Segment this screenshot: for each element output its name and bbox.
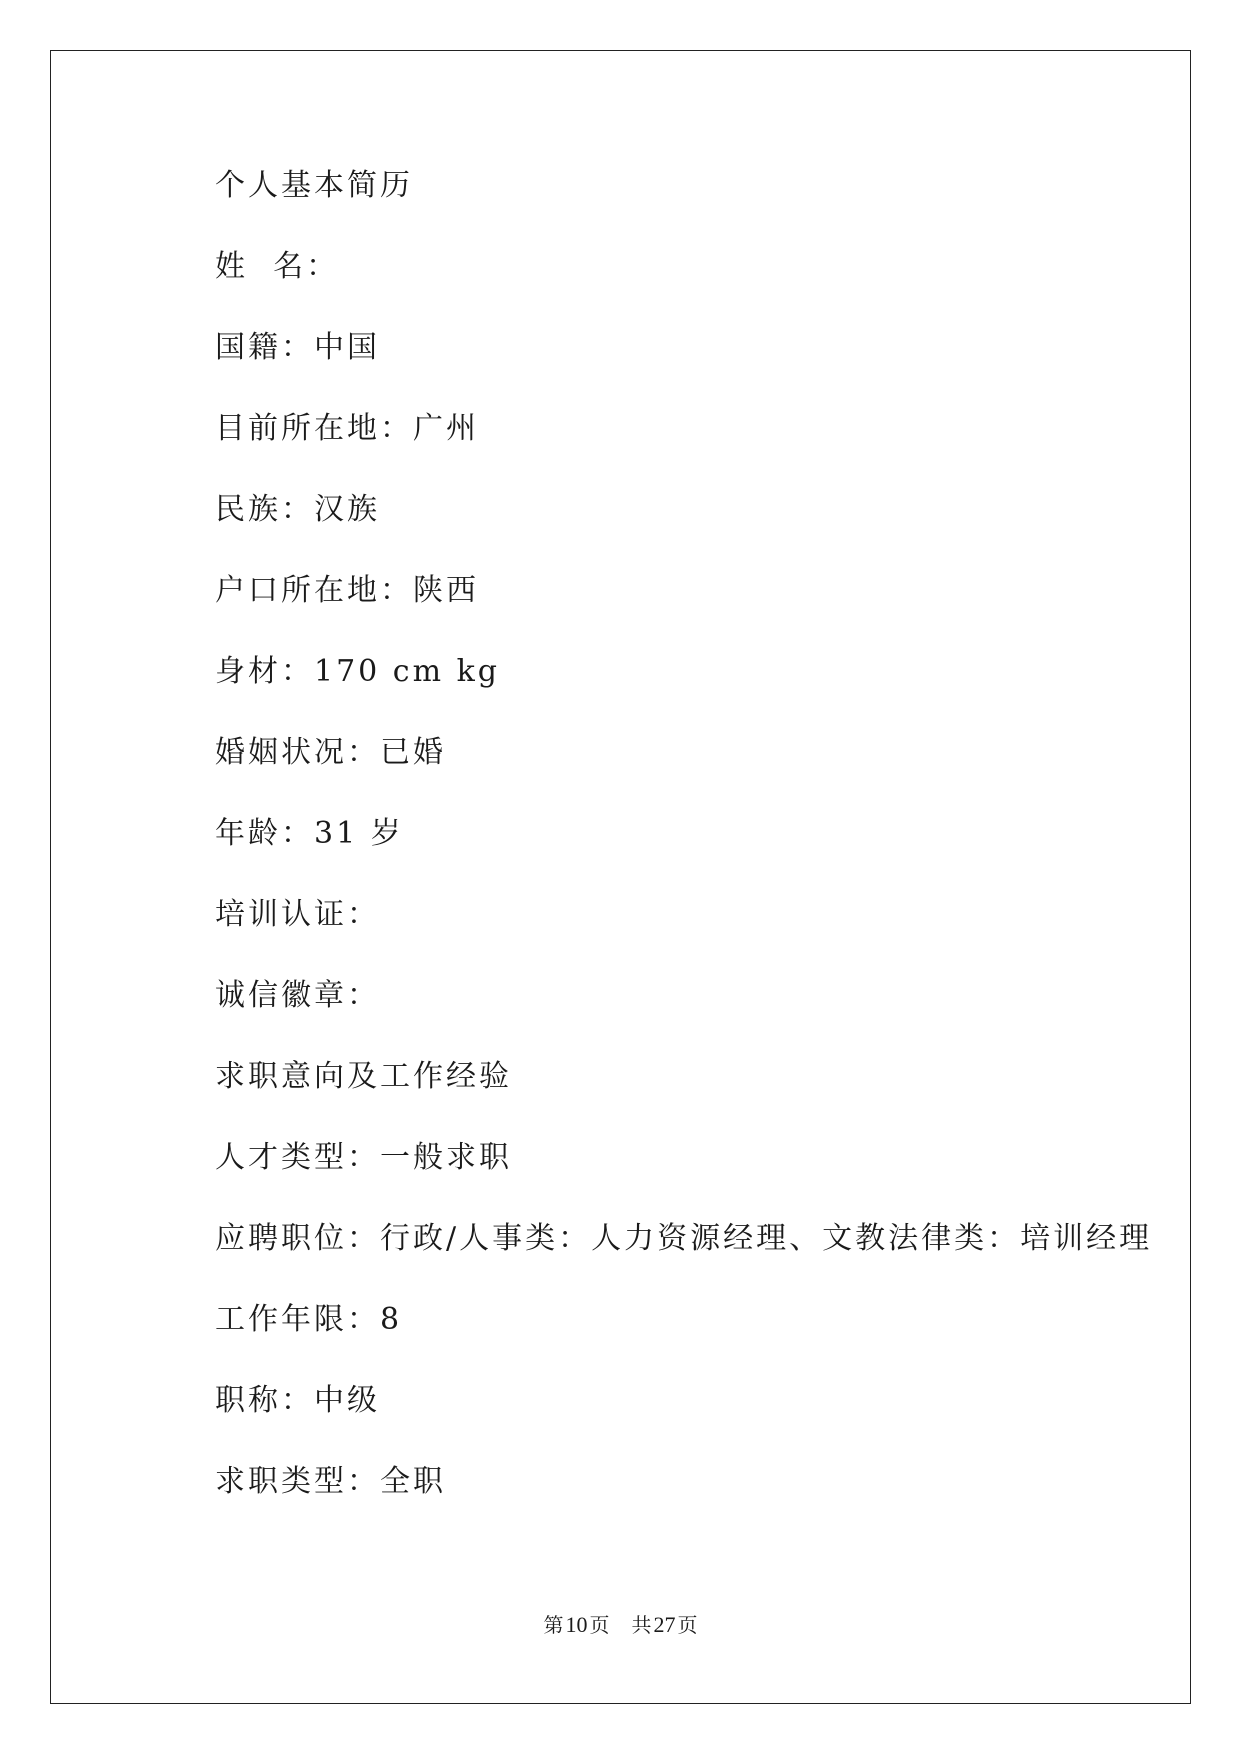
professional-title-line: 职称：中级 bbox=[215, 1383, 380, 1418]
job-intention-heading: 求职意向及工作经验 bbox=[215, 1059, 512, 1094]
talent-type-line: 人才类型：一般求职 bbox=[215, 1140, 512, 1175]
applied-position-line: 应聘职位：行政/人事类：人力资源经理、文教法律类：培训经理 bbox=[215, 1221, 1153, 1256]
job-type-line: 求职类型：全职 bbox=[215, 1464, 446, 1499]
certification-line: 培训认证： bbox=[215, 897, 380, 932]
marital-status-line: 婚姻状况：已婚 bbox=[215, 735, 446, 770]
work-years-line: 工作年限：8 bbox=[215, 1302, 403, 1337]
age-line: 年龄：31 岁 bbox=[215, 816, 404, 851]
physique-line: 身材：170 cm kg bbox=[215, 654, 500, 689]
name-line: 姓 名： bbox=[215, 249, 340, 284]
ethnicity-line: 民族：汉族 bbox=[215, 492, 380, 527]
household-registration-line: 户口所在地：陕西 bbox=[215, 573, 479, 608]
total-page-count: 27 bbox=[653, 1612, 676, 1637]
page-suffix: 页 bbox=[589, 1613, 610, 1637]
total-prefix: 共 bbox=[631, 1613, 652, 1637]
resume-title: 个人基本简历 bbox=[215, 168, 413, 203]
document-body bbox=[215, 166, 1153, 1543]
integrity-badge-line: 诚信徽章： bbox=[215, 978, 380, 1013]
page-prefix: 第 bbox=[543, 1613, 564, 1637]
current-page-number: 10 bbox=[565, 1612, 588, 1637]
page-footer bbox=[0, 1612, 1241, 1638]
nationality-line: 国籍：中国 bbox=[215, 330, 380, 365]
current-location-line: 目前所在地：广州 bbox=[215, 411, 479, 446]
total-suffix: 页 bbox=[677, 1613, 698, 1637]
